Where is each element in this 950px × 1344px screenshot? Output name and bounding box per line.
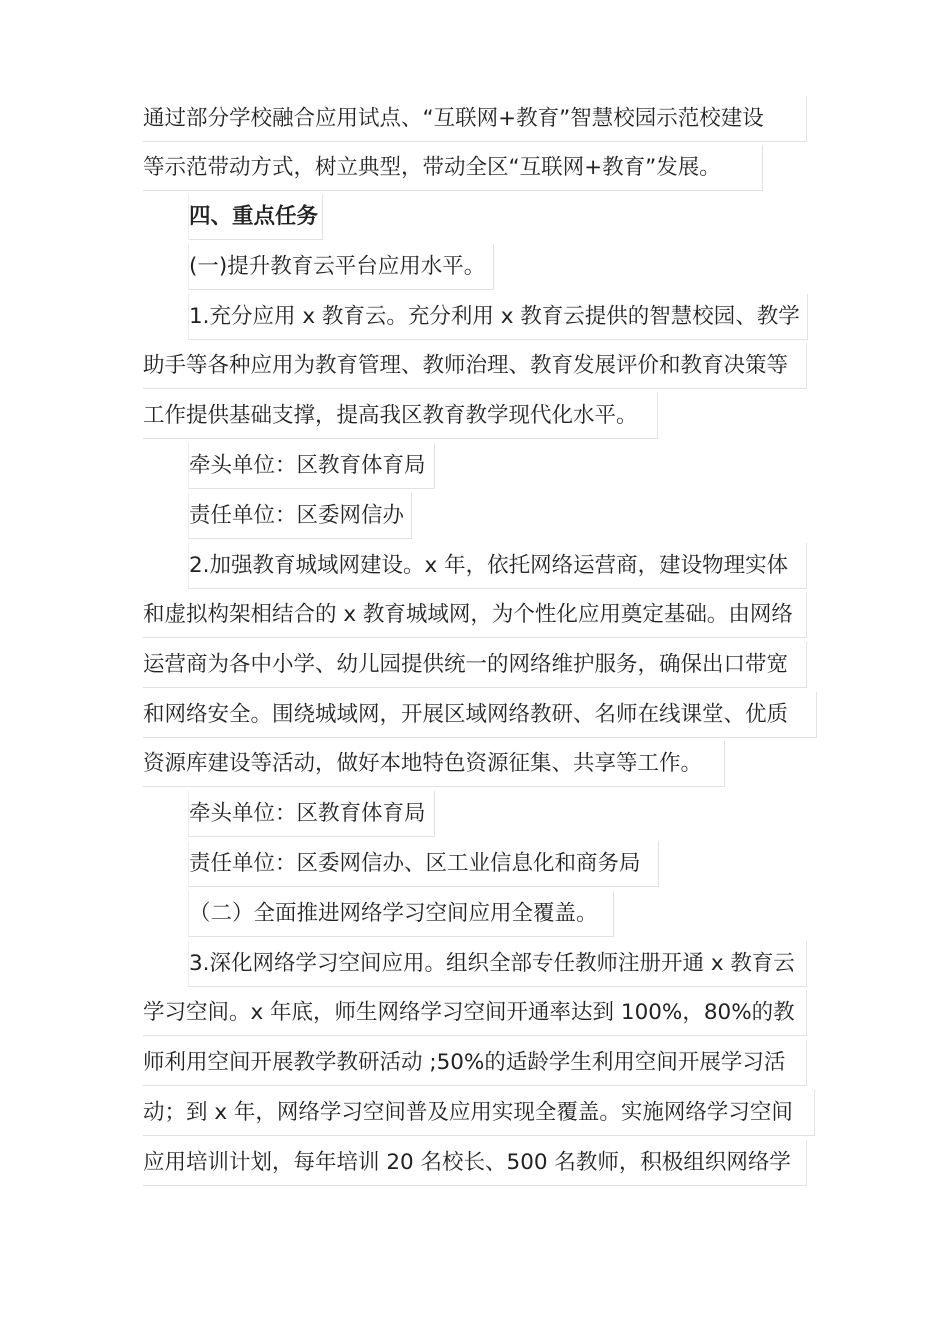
subsection-heading: （二）全面推进网络学习空间应用全覆盖。	[188, 891, 614, 937]
text-line: 和虚拟构架相结合的 x 教育城域网，为个性化应用奠定基础。由网络	[143, 592, 807, 638]
section-heading: 四、重点任务	[188, 194, 323, 240]
text-line: 资源库建设等活动，做好本地特色资源征集、共享等工作。	[143, 741, 725, 787]
responsible-unit-line: 责任单位：区委网信办	[188, 493, 412, 539]
text-line: 2.加强教育城域网建设。x 年，依托网络运营商，建设物理实体	[188, 543, 807, 589]
text-line: 1.充分应用 x 教育云。充分利用 x 教育云提供的智慧校园、教学	[188, 294, 808, 340]
text-line: 工作提供基础支撑，提高我区教育教学现代化水平。	[143, 393, 658, 439]
text-line: 应用培训计划，每年培训 20 名校长、500 名教师，积极组织网络学	[143, 1140, 807, 1186]
text-line: 运营商为各中小学、幼儿园提供统一的网络维护服务，确保出口带宽	[143, 642, 807, 688]
text-line: 等示范带动方式，树立典型，带动全区“互联网+教育”发展。	[143, 145, 763, 191]
text-line: 3.深化网络学习空间应用。组织全部专任教师注册开通 x 教育云	[188, 941, 807, 987]
text-line: 和网络安全。围绕城域网，开展区域网络教研、名师在线课堂、优质	[143, 692, 817, 738]
responsible-unit-line: 责任单位：区委网信办、区工业信息化和商务局	[188, 841, 659, 887]
text-line: 通过部分学校融合应用试点、“互联网+教育”智慧校园示范校建设	[143, 96, 807, 142]
text-line: 学习空间。x 年底，师生网络学习空间开通率达到 100%，80%的教	[143, 990, 807, 1036]
text-line: 师利用空间开展教学教研活动 ;50%的适龄学生利用空间开展学习活	[143, 1040, 807, 1086]
text-line: 助手等各种应用为教育管理、教师治理、教育发展评价和教育决策等	[143, 343, 807, 389]
lead-unit-line: 牵头单位：区教育体育局	[188, 791, 435, 837]
lead-unit-line: 牵头单位：区教育体育局	[188, 443, 435, 489]
text-line: 动；到 x 年，网络学习空间普及应用实现全覆盖。实施网络学习空间	[143, 1090, 815, 1136]
subsection-heading: (一)提升教育云平台应用水平。	[188, 244, 494, 290]
